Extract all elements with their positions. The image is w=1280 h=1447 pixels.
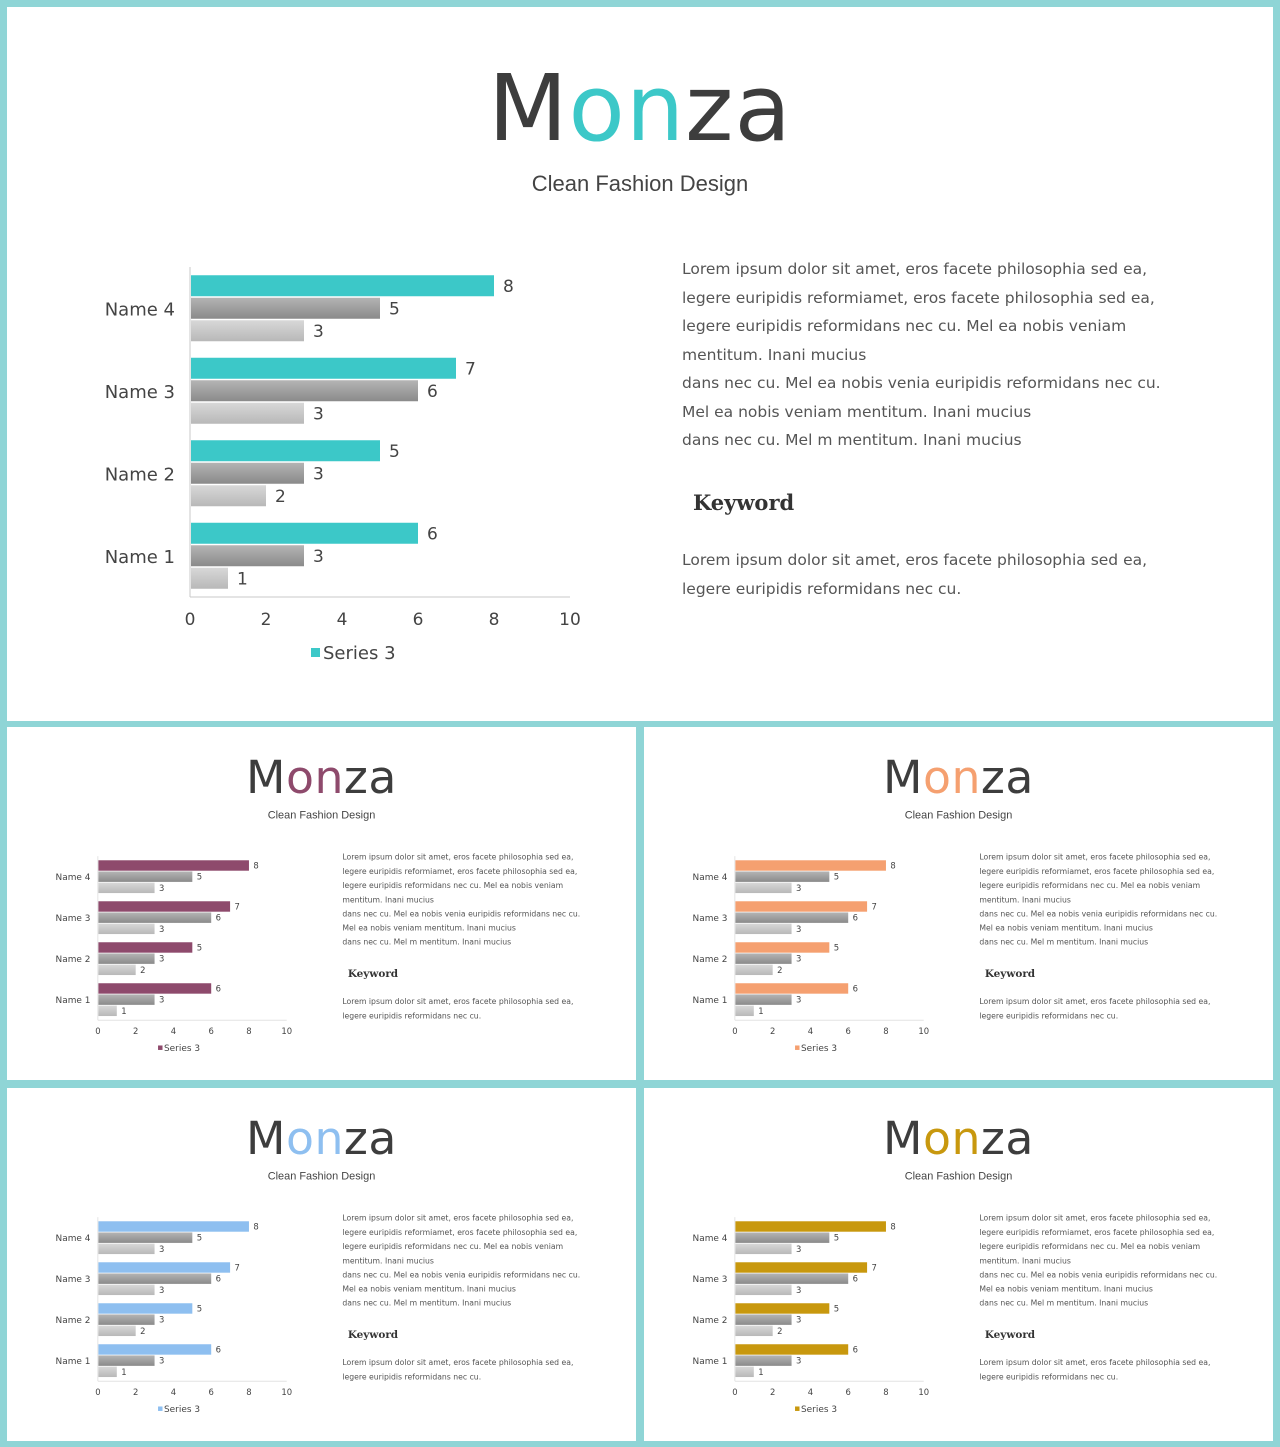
- paragraph-line: legere euripidis reformidans nec cu. Mel ea nobis veniam: [342, 1242, 564, 1251]
- bar: [735, 1006, 753, 1016]
- bar: [735, 871, 829, 881]
- data-label: 3: [313, 404, 324, 425]
- paragraph-line: mentitum. Inani mucius: [342, 895, 434, 905]
- paragraph-line: mentitum. Inani mucius: [979, 895, 1071, 905]
- tick-label: 0: [732, 1026, 738, 1037]
- paragraph-line: mentitum. Inani mucius: [342, 1256, 434, 1266]
- bar-chart: [684, 846, 942, 1060]
- legend-label: Series 3: [801, 1043, 838, 1054]
- category-label: Name 2: [55, 955, 91, 966]
- category-label: Name 3: [692, 914, 728, 925]
- bar: [735, 942, 829, 952]
- bar: [98, 1244, 154, 1254]
- paragraph-line: Mel ea nobis veniam mentitum. Inani mucius: [342, 1284, 516, 1294]
- slide-title: [7, 750, 636, 805]
- slide-title: [644, 750, 1273, 805]
- category-label: Name 1: [692, 996, 728, 1007]
- bar: [98, 871, 192, 881]
- bar: [98, 1273, 211, 1283]
- keyword-paragraph: [682, 546, 1162, 603]
- title-part-1: M: [883, 750, 923, 805]
- title-part-accent: on: [285, 750, 344, 805]
- slide-subtitle: Clean Fashion Design: [267, 1169, 376, 1182]
- slide-subtitle: Clean Fashion Design: [904, 808, 1013, 821]
- data-label: 5: [389, 299, 400, 320]
- tick-label: 0: [95, 1026, 101, 1037]
- title-part-1: M: [488, 55, 569, 162]
- bar: [191, 358, 456, 379]
- legend-swatch: [158, 1406, 162, 1410]
- bar: [98, 1232, 192, 1242]
- bar: [191, 485, 266, 506]
- bar: [735, 1355, 791, 1365]
- bar: [98, 994, 154, 1004]
- paragraph-line: dans nec cu. Mel m mentitum. Inani mucius: [979, 937, 1149, 947]
- tick-label: 2: [132, 1387, 139, 1398]
- bar-chart: [684, 1207, 942, 1421]
- data-label: 3: [796, 994, 802, 1005]
- slide-content: [7, 727, 636, 1080]
- category-label: Name 2: [55, 1316, 91, 1327]
- slide-content: [7, 7, 1273, 721]
- tick-label: 6: [845, 1026, 851, 1037]
- data-label: 8: [503, 276, 514, 297]
- data-label: 5: [833, 942, 840, 953]
- slide-subtitle: Clean Fashion Design: [904, 1169, 1013, 1182]
- title-part-1: M: [883, 1111, 923, 1166]
- bar-chart: [87, 247, 607, 677]
- title-part-3: za: [343, 1111, 397, 1166]
- tick-label: 6: [412, 610, 424, 630]
- tick-label: 4: [170, 1387, 177, 1398]
- paragraph-line: dans nec cu. Mel ea nobis venia euripidis reformidans nec cu.: [979, 1270, 1218, 1280]
- tick-label: 0: [95, 1387, 101, 1398]
- data-label: 3: [313, 546, 324, 567]
- bar: [735, 901, 867, 911]
- tick-label: 10: [559, 610, 581, 630]
- paragraph-line: legere euripidis reformiamet, eros facete philosophia sed ea,: [342, 1227, 578, 1237]
- paragraph-line: Lorem ipsum dolor sit amet, eros facete philosophia sed ea,: [682, 260, 1148, 278]
- bar: [191, 298, 380, 319]
- bar: [191, 568, 228, 589]
- data-label: 3: [159, 953, 165, 964]
- bar: [735, 1273, 848, 1283]
- keyword-paragraph: [979, 1356, 1217, 1384]
- paragraph-line: legere euripidis reformidans nec cu.: [342, 1011, 482, 1021]
- bar: [735, 1232, 829, 1242]
- body-paragraph: [979, 850, 1217, 949]
- title-part-accent: on: [922, 1111, 981, 1166]
- data-label: 3: [796, 1243, 802, 1254]
- paragraph-line: mentitum. Inani mucius: [979, 1256, 1071, 1266]
- tick-label: 6: [845, 1387, 851, 1398]
- bar: [98, 942, 192, 952]
- bar: [98, 983, 211, 993]
- data-label: 6: [852, 1273, 859, 1284]
- paragraph-line: Mel ea nobis veniam mentitum. Inani mucius: [682, 402, 1032, 421]
- bar: [98, 860, 249, 870]
- data-label: 3: [313, 464, 324, 485]
- data-label: 5: [389, 441, 400, 462]
- category-label: Name 2: [692, 1316, 728, 1327]
- bar: [735, 1221, 886, 1231]
- data-label: 8: [253, 1221, 259, 1232]
- tick-label: 0: [732, 1387, 738, 1398]
- title-part-1: M: [246, 1111, 286, 1166]
- keyword-heading: Keyword: [347, 966, 399, 980]
- tick-label: 8: [488, 610, 500, 630]
- data-label: 5: [196, 1232, 203, 1243]
- data-label: 2: [777, 964, 783, 975]
- keyword-paragraph: [979, 995, 1217, 1023]
- data-label: 1: [121, 1005, 127, 1016]
- tick-label: 0: [184, 610, 196, 630]
- data-label: 7: [871, 901, 877, 912]
- paragraph-line: dans nec cu. Mel m mentitum. Inani mucius: [342, 937, 512, 947]
- slide-title: [644, 1111, 1273, 1166]
- data-label: 7: [465, 359, 476, 380]
- bar: [191, 440, 380, 461]
- paragraph-line: dans nec cu. Mel ea nobis venia euripidis reformidans nec cu.: [682, 374, 1161, 392]
- paragraph-line: legere euripidis reformiamet, eros facete philosophia sed ea,: [342, 866, 578, 876]
- bar: [98, 1326, 135, 1336]
- data-label: 6: [852, 1344, 859, 1355]
- paragraph-line: legere euripidis reformidans nec cu.: [682, 579, 962, 598]
- paragraph-line: legere euripidis reformidans nec cu.: [979, 1372, 1119, 1382]
- paragraph-line: legere euripidis reformidans nec cu. Mel ea nobis veniam: [682, 317, 1127, 335]
- category-label: Name 3: [55, 914, 91, 925]
- slide-content: [644, 727, 1273, 1080]
- bar: [735, 983, 848, 993]
- bar: [191, 523, 418, 544]
- data-label: 1: [758, 1366, 764, 1377]
- title-part-3: za: [980, 1111, 1034, 1166]
- title-part-3: za: [343, 750, 397, 805]
- bar: [191, 275, 494, 296]
- data-label: 1: [758, 1005, 764, 1016]
- slide-content: [7, 1088, 636, 1441]
- paragraph-line: legere euripidis reformidans nec cu. Mel ea nobis veniam: [979, 881, 1201, 890]
- bar: [98, 883, 154, 893]
- paragraph-line: legere euripidis reformidans nec cu.: [342, 1372, 482, 1382]
- bar: [735, 924, 791, 934]
- bar: [735, 860, 886, 870]
- tick-label: 10: [918, 1026, 930, 1037]
- slide-content: [644, 1088, 1273, 1441]
- keyword-paragraph: [342, 995, 580, 1023]
- bar-chart: [47, 846, 305, 1060]
- data-label: 3: [796, 1314, 802, 1325]
- tick-label: 6: [208, 1387, 214, 1398]
- keyword-heading: Keyword: [984, 966, 1036, 980]
- legend-swatch: [795, 1045, 799, 1049]
- data-label: 6: [215, 912, 222, 923]
- paragraph-line: legere euripidis reformiamet, eros facete philosophia sed ea,: [682, 288, 1155, 307]
- data-label: 6: [215, 1273, 222, 1284]
- data-label: 7: [234, 901, 240, 912]
- data-label: 2: [140, 1325, 146, 1336]
- slide-subtitle: Clean Fashion Design: [267, 808, 376, 821]
- legend-label: Series 3: [801, 1404, 838, 1415]
- data-label: 2: [140, 964, 146, 975]
- legend-swatch: [311, 648, 320, 657]
- data-label: 6: [852, 983, 859, 994]
- paragraph-line: Lorem ipsum dolor sit amet, eros facete philosophia sed ea,: [979, 997, 1211, 1007]
- data-label: 3: [159, 1314, 165, 1325]
- bar: [191, 380, 418, 401]
- bar: [191, 463, 304, 484]
- paragraph-line: legere euripidis reformidans nec cu.: [979, 1011, 1119, 1021]
- data-label: 3: [796, 953, 802, 964]
- category-label: Name 1: [104, 546, 175, 568]
- body-paragraph: [342, 1211, 580, 1310]
- category-label: Name 1: [55, 1357, 91, 1368]
- data-label: 3: [159, 882, 165, 893]
- tick-label: 10: [918, 1387, 930, 1398]
- bar: [98, 901, 230, 911]
- tick-label: 2: [769, 1026, 776, 1037]
- bar: [735, 912, 848, 922]
- data-label: 3: [159, 923, 165, 934]
- bar: [735, 883, 791, 893]
- paragraph-line: legere euripidis reformiamet, eros facete philosophia sed ea,: [979, 1227, 1215, 1237]
- bar: [98, 965, 135, 975]
- data-label: 8: [253, 860, 259, 871]
- keyword-heading: Keyword: [347, 1327, 399, 1341]
- category-label: Name 3: [55, 1275, 91, 1286]
- tick-label: 8: [883, 1026, 889, 1037]
- bar: [98, 1006, 116, 1016]
- category-label: Name 2: [692, 955, 728, 966]
- data-label: 7: [234, 1262, 240, 1273]
- category-label: Name 4: [692, 873, 728, 884]
- bar: [98, 1355, 154, 1365]
- tick-label: 4: [170, 1026, 177, 1037]
- body-paragraph: [682, 255, 1162, 455]
- data-label: 3: [159, 994, 165, 1005]
- bar: [735, 1326, 772, 1336]
- tick-label: 2: [132, 1026, 139, 1037]
- category-label: Name 4: [104, 299, 175, 321]
- tick-label: 4: [336, 610, 348, 630]
- paragraph-line: Lorem ipsum dolor sit amet, eros facete philosophia sed ea,: [342, 852, 574, 862]
- category-label: Name 4: [55, 1234, 91, 1245]
- paragraph-line: Lorem ipsum dolor sit amet, eros facete philosophia sed ea,: [979, 1213, 1211, 1223]
- data-label: 5: [196, 1303, 203, 1314]
- paragraph-line: Mel ea nobis veniam mentitum. Inani mucius: [342, 923, 516, 933]
- category-label: Name 1: [692, 1357, 728, 1368]
- bar: [191, 545, 304, 566]
- bar: [98, 1344, 211, 1354]
- slide-subtitle: Clean Fashion Design: [531, 171, 749, 196]
- slide-title: [7, 55, 1273, 162]
- paragraph-line: Lorem ipsum dolor sit amet, eros facete philosophia sed ea,: [979, 1358, 1211, 1368]
- tick-label: 8: [246, 1026, 252, 1037]
- tick-label: 10: [281, 1026, 293, 1037]
- data-label: 5: [196, 942, 203, 953]
- data-label: 3: [159, 1355, 165, 1366]
- tick-label: 2: [260, 610, 272, 630]
- title-part-accent: on: [568, 55, 686, 162]
- bar: [98, 1221, 249, 1231]
- data-label: 6: [215, 1344, 222, 1355]
- data-label: 6: [427, 381, 438, 402]
- bar: [735, 1285, 791, 1295]
- bar: [98, 912, 211, 922]
- slide-thumbnail-3[interactable]: [7, 1088, 636, 1441]
- paragraph-line: dans nec cu. Mel m mentitum. Inani mucius: [979, 1298, 1149, 1308]
- bar: [191, 403, 304, 424]
- paragraph-line: Lorem ipsum dolor sit amet, eros facete philosophia sed ea,: [979, 852, 1211, 862]
- bar: [98, 1314, 154, 1324]
- legend-label: Series 3: [164, 1043, 201, 1054]
- legend-swatch: [158, 1045, 162, 1049]
- bar: [98, 924, 154, 934]
- body-paragraph: [979, 1211, 1217, 1310]
- paragraph-line: dans nec cu. Mel ea nobis venia euripidis reformidans nec cu.: [979, 909, 1218, 919]
- tick-label: 4: [807, 1026, 814, 1037]
- paragraph-line: dans nec cu. Mel m mentitum. Inani mucius: [342, 1298, 512, 1308]
- category-label: Name 4: [692, 1234, 728, 1245]
- paragraph-line: Lorem ipsum dolor sit amet, eros facete philosophia sed ea,: [342, 997, 574, 1007]
- paragraph-line: legere euripidis reformidans nec cu. Mel ea nobis veniam: [979, 1242, 1201, 1251]
- bar: [98, 1303, 192, 1313]
- keyword-heading: Keyword: [984, 1327, 1036, 1341]
- category-label: Name 4: [55, 873, 91, 884]
- title-part-3: za: [685, 55, 792, 162]
- bar: [191, 320, 304, 341]
- tick-label: 8: [246, 1387, 252, 1398]
- slide-main: [7, 7, 1273, 721]
- title-part-3: za: [980, 750, 1034, 805]
- category-label: Name 3: [104, 381, 175, 403]
- keyword-paragraph: [342, 1356, 580, 1384]
- category-label: Name 2: [104, 464, 175, 486]
- title-part-accent: on: [922, 750, 981, 805]
- slide-title: [7, 1111, 636, 1166]
- data-label: 2: [275, 486, 286, 507]
- paragraph-line: dans nec cu. Mel ea nobis venia euripidis reformidans nec cu.: [342, 1270, 581, 1280]
- keyword-heading: Keyword: [693, 490, 795, 515]
- slide-thumbnail-2[interactable]: [644, 727, 1273, 1080]
- paragraph-line: dans nec cu. Mel ea nobis venia euripidis reformidans nec cu.: [342, 909, 581, 919]
- tick-label: 8: [883, 1387, 889, 1398]
- data-label: 6: [427, 524, 438, 545]
- bar: [735, 1244, 791, 1254]
- bar: [735, 1303, 829, 1313]
- bar: [735, 1344, 848, 1354]
- paragraph-line: legere euripidis reformiamet, eros facete philosophia sed ea,: [979, 866, 1215, 876]
- data-label: 3: [159, 1243, 165, 1254]
- bar: [735, 953, 791, 963]
- legend-swatch: [795, 1406, 799, 1410]
- data-label: 6: [852, 912, 859, 923]
- bar: [98, 1285, 154, 1295]
- legend-label: Series 3: [164, 1404, 201, 1415]
- data-label: 3: [796, 1284, 802, 1295]
- data-label: 6: [215, 983, 222, 994]
- paragraph-line: Lorem ipsum dolor sit amet, eros facete philosophia sed ea,: [342, 1213, 574, 1223]
- data-label: 5: [833, 1303, 840, 1314]
- tick-label: 2: [769, 1387, 776, 1398]
- data-label: 8: [890, 1221, 896, 1232]
- tick-label: 10: [281, 1387, 293, 1398]
- data-label: 5: [833, 871, 840, 882]
- data-label: 1: [237, 569, 248, 590]
- legend-label: Series 3: [323, 643, 396, 664]
- data-label: 1: [121, 1366, 127, 1377]
- tick-label: 4: [807, 1387, 814, 1398]
- title-part-1: M: [246, 750, 286, 805]
- category-label: Name 3: [692, 1275, 728, 1286]
- bar: [98, 953, 154, 963]
- body-paragraph: [342, 850, 580, 949]
- bar: [735, 1314, 791, 1324]
- data-label: 2: [777, 1325, 783, 1336]
- bar: [735, 994, 791, 1004]
- title-part-accent: on: [285, 1111, 344, 1166]
- tick-label: 6: [208, 1026, 214, 1037]
- category-label: Name 1: [55, 996, 91, 1007]
- paragraph-line: Lorem ipsum dolor sit amet, eros facete philosophia sed ea,: [342, 1358, 574, 1368]
- bar: [98, 1262, 230, 1272]
- slide-thumbnail-1[interactable]: [7, 727, 636, 1080]
- bar: [98, 1367, 116, 1377]
- paragraph-line: mentitum. Inani mucius: [682, 345, 867, 364]
- data-label: 3: [796, 923, 802, 934]
- data-label: 3: [796, 882, 802, 893]
- data-label: 5: [833, 1232, 840, 1243]
- bar: [735, 965, 772, 975]
- data-label: 3: [313, 321, 324, 342]
- paragraph-line: dans nec cu. Mel m mentitum. Inani mucius: [682, 431, 1022, 449]
- data-label: 7: [871, 1262, 877, 1273]
- paragraph-line: legere euripidis reformidans nec cu. Mel ea nobis veniam: [342, 881, 564, 890]
- paragraph-line: Lorem ipsum dolor sit amet, eros facete philosophia sed ea,: [682, 551, 1148, 569]
- slide-thumbnail-4[interactable]: [644, 1088, 1273, 1441]
- bar-chart: [47, 1207, 305, 1421]
- bar: [735, 1367, 753, 1377]
- data-label: 5: [196, 871, 203, 882]
- paragraph-line: Mel ea nobis veniam mentitum. Inani mucius: [979, 1284, 1153, 1294]
- bar: [735, 1262, 867, 1272]
- data-label: 8: [890, 860, 896, 871]
- data-label: 3: [159, 1284, 165, 1295]
- data-label: 3: [796, 1355, 802, 1366]
- paragraph-line: Mel ea nobis veniam mentitum. Inani mucius: [979, 923, 1153, 933]
